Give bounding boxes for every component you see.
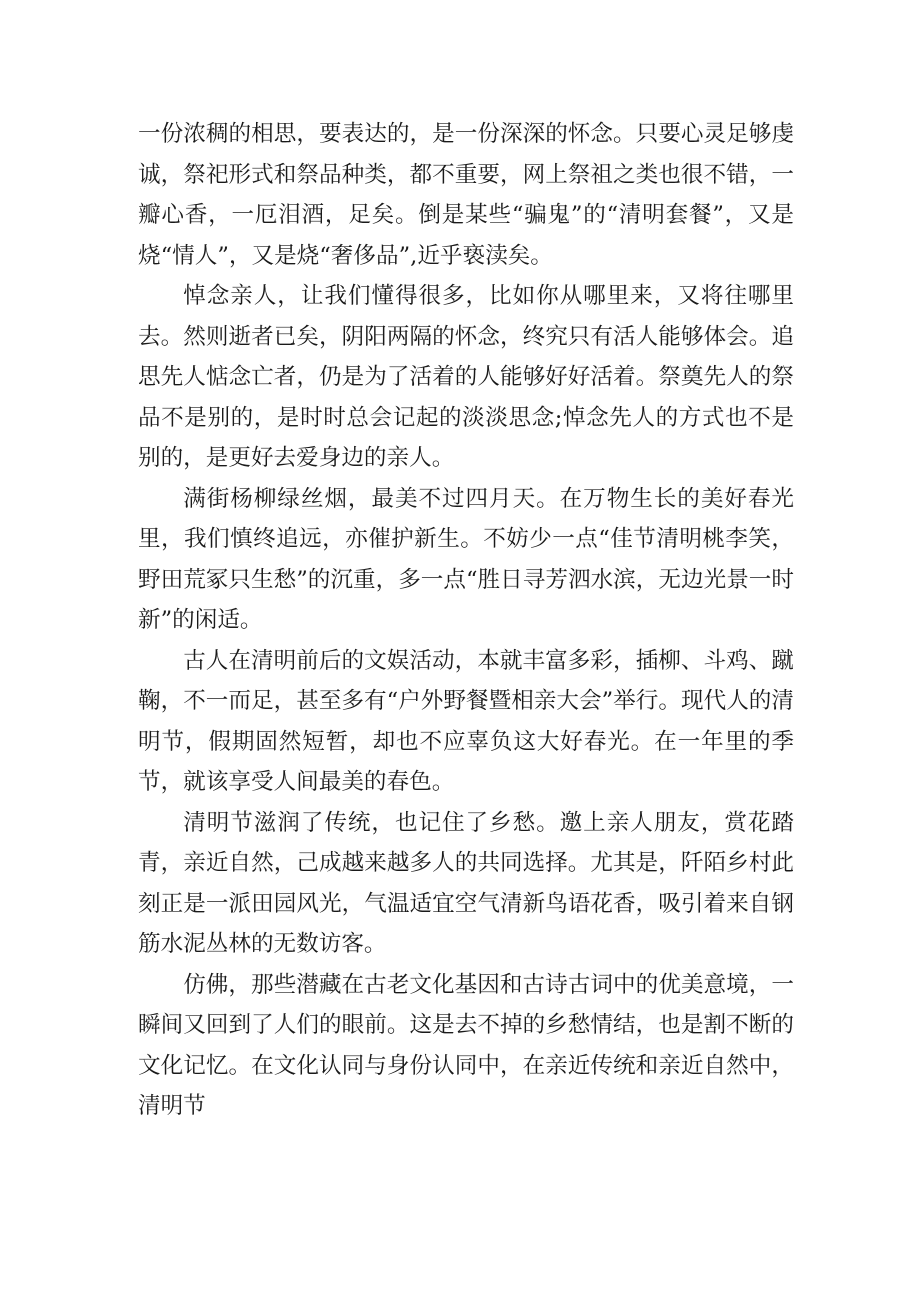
article-body — [138, 114, 794, 1127]
paragraph-5: 清明节滋润了传统，也记住了乡愁。邀上亲人朋友，赏花踏青，亲近自然，己成越来越多人的共同选择。尤其是，阡陌乡村此刻正是一派田园风光，气温适宜空气清新鸟语花香，吸引着来自钢筋水泥丛林的无数访客。 — [138, 809, 794, 957]
paragraph-2: 悼念亲人，让我们懂得很多，比如你从哪里来，又将往哪里去。然则逝者已矣，阴阳两隔的怀念，终究只有活人能够体会。追思先人惦念亡者，仍是为了活着的人能够好好活着。祭奠先人的祭品不是别的，是时时总会记起的淡淡思念;悼念先人的方式也不是别的，是更好去爱身边的亲人。 — [138, 283, 794, 471]
paragraph-6: 仿佛，那些潜藏在古老文化基因和古诗古词中的优美意境，一瞬间又回到了人们的眼前。这是去不掉的乡愁情结，也是割不断的文化记忆。在文化认同与身份认同中，在亲近传统和亲近自然中，清明节 — [138, 971, 794, 1119]
paragraph-4: 古人在清明前后的文娱活动，本就丰富多彩，插柳、斗鸡、蹴鞠，不一而足，甚至多有“户外野餐暨相亲大会”举行。现代人的清明节，假期固然短暂，却也不应辜负这大好春光。在一年里的季节，就该享受人间最美的春色。 — [138, 647, 794, 795]
paragraph-3: 满街杨柳绿丝烟，最美不过四月天。在万物生长的美好春光里，我们慎终追远，亦催护新生。不妨少一点“佳节清明桃李笑，野田荒冢只生愁”的沉重，多一点“胜日寻芳泗水滨，无边光景一时新”的闲适。 — [138, 485, 794, 633]
paragraph-1: 一份浓稠的相思，要表达的，是一份深深的怀念。只要心灵足够虔诚，祭祀形式和祭品种类，都不重要，网上祭祖之类也很不错，一瓣心香，一厄泪酒，足矣。倒是某些“骗鬼”的“清明套餐”，又是烧“情人”，又是烧“奢侈品”,近乎亵渎矣。 — [138, 121, 794, 269]
